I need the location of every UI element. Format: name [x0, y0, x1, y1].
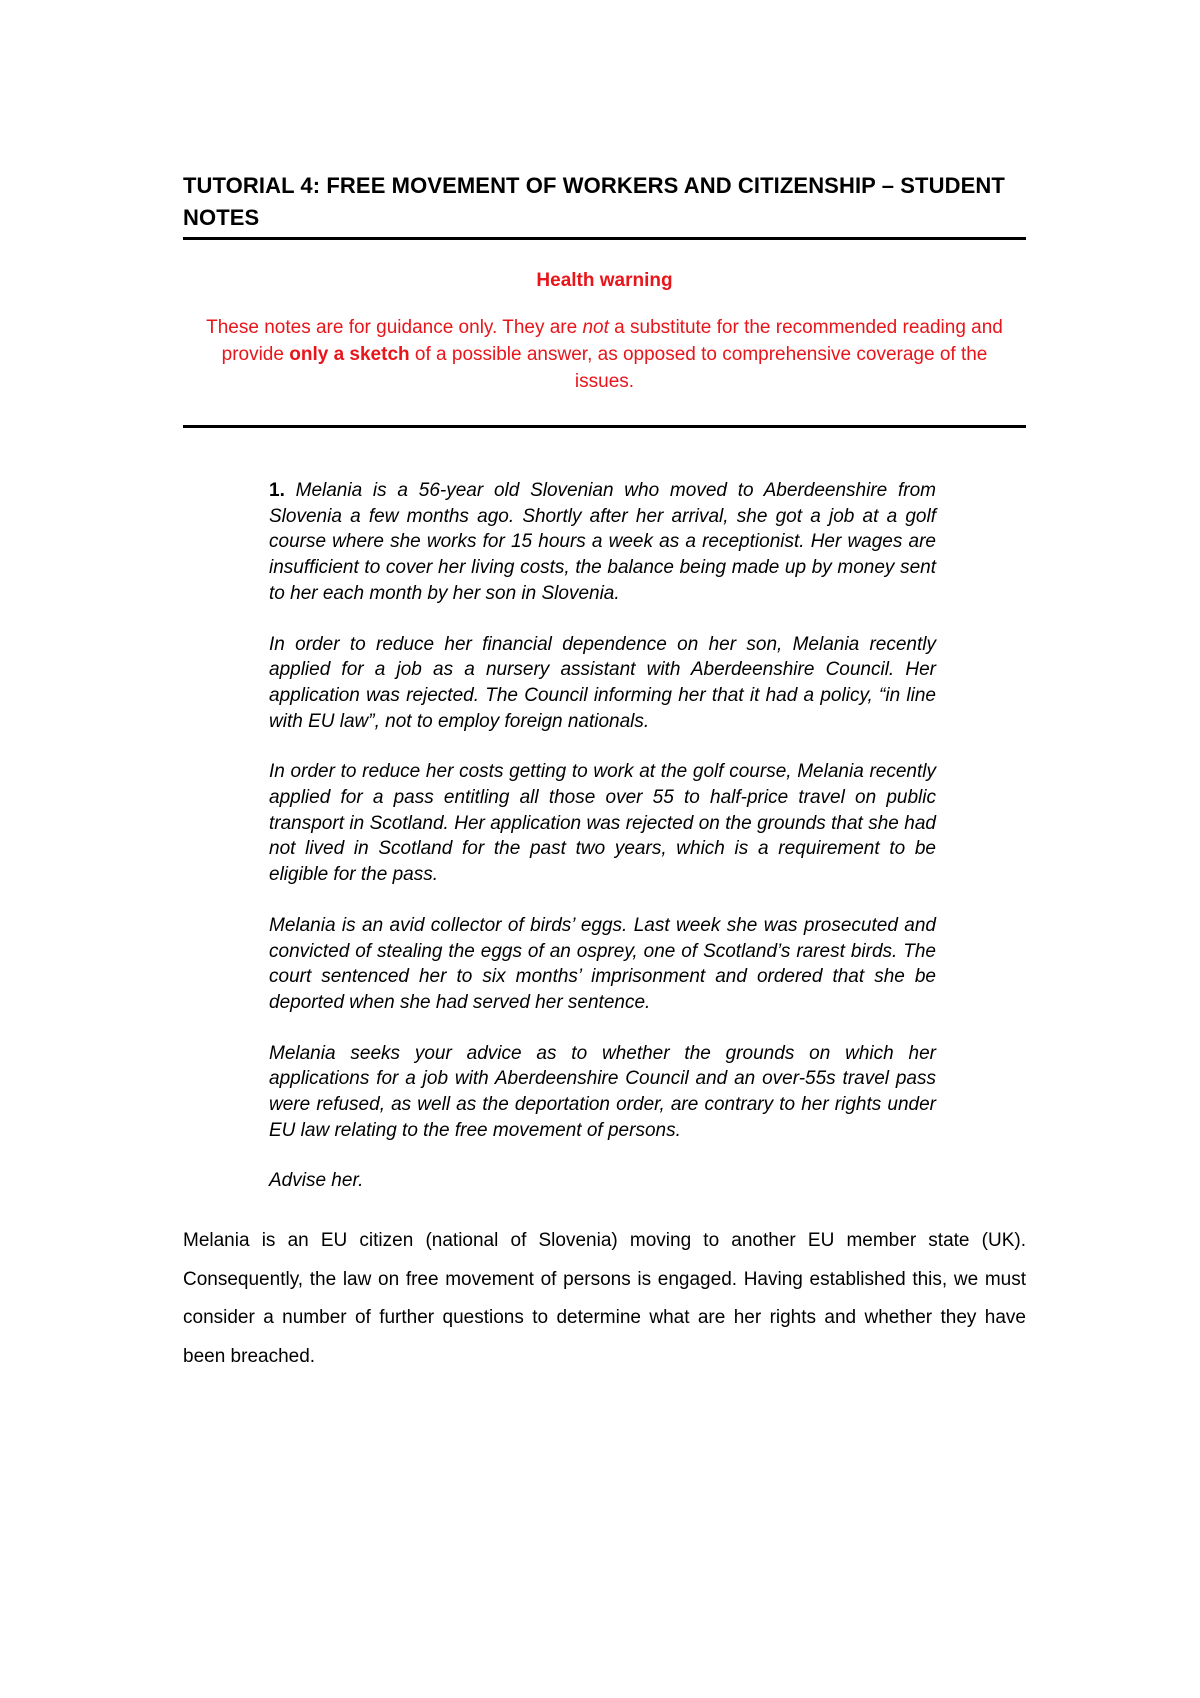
question-instruction: Advise her. — [269, 1170, 364, 1192]
document-title: TUTORIAL 4: FREE MOVEMENT OF WORKERS AND CITIZENSHIP – STUDENT NOTES — [183, 173, 1005, 230]
health-warning-strong: only a sketch — [289, 344, 410, 365]
question-paragraph-text: Melania is a 56-year old Slovenian who moved to Aberdeenshire from Slovenia a few months ago. Shortly after her arrival, she got a job at a golf course where she works for 15 hours a week as a receptionist. Her wages are insufficient to cover her living costs, the balance being made up by money sent to her each month by her son in Slovenia. — [269, 480, 936, 604]
question-paragraph: Melania is an avid collector of birds’ eggs. Last week she was prosecuted and convicted of stealing the eggs of an osprey, one of Scotland’s rarest birds. The court sentenced her to six months’ imprisonment and ordered that she be deported when she had served her sentence. — [269, 914, 936, 1013]
question-paragraph: Melania seeks your advice as to whether the grounds on which her applications for a job with Aberdeenshire Council and an over-55s travel pass were refused, as well as the deportation order, are contrary to her rights under EU law relating to the free movement of persons. — [269, 1042, 936, 1141]
health-warning-text-3: of a possible answer, as opposed to comprehensive coverage of the issues. — [409, 344, 988, 392]
question-paragraph: In order to reduce her costs getting to work at the golf course, Melania recently applied for a pass entitling all those over 55 to half-price travel on public transport in Scotland. Her application was rejected on the grounds that she had not lived in Scotland for the past two years, which is a requirement to be eligible for the pass. — [269, 761, 936, 886]
question-number: 1. — [269, 480, 285, 501]
health-warning-text-2: a substitute for the recommended reading and provide — [221, 317, 1003, 365]
question-block — [269, 478, 936, 1194]
health-warning-text-1: These notes are for guidance only. They are — [206, 317, 583, 338]
health-warning-emphasis: not — [582, 317, 609, 338]
warning-rule — [183, 425, 1026, 428]
question-paragraph: In order to reduce her financial dependence on her son, Melania recently applied for a job as a nursery assistant with Aberdeenshire Council. Her application was rejected. The Council informing her that it had a policy, “in line with EU law”, not to employ foreign nationals. — [269, 633, 936, 732]
answer-paragraph: Melania is an EU citizen (national of Slovenia) moving to another EU member state (UK). Consequently, the law on free movement of persons is engaged. Having established this, we must consider a number of further questions to determine what are her rights and whether they have been breached. — [183, 1230, 1026, 1367]
document-content — [183, 170, 1026, 1376]
answer-block — [183, 1222, 1026, 1376]
title-rule — [183, 237, 1026, 240]
health-warning-body — [183, 314, 1026, 395]
question-paragraph — [269, 478, 936, 607]
health-warning-heading: Health warning — [536, 270, 673, 291]
